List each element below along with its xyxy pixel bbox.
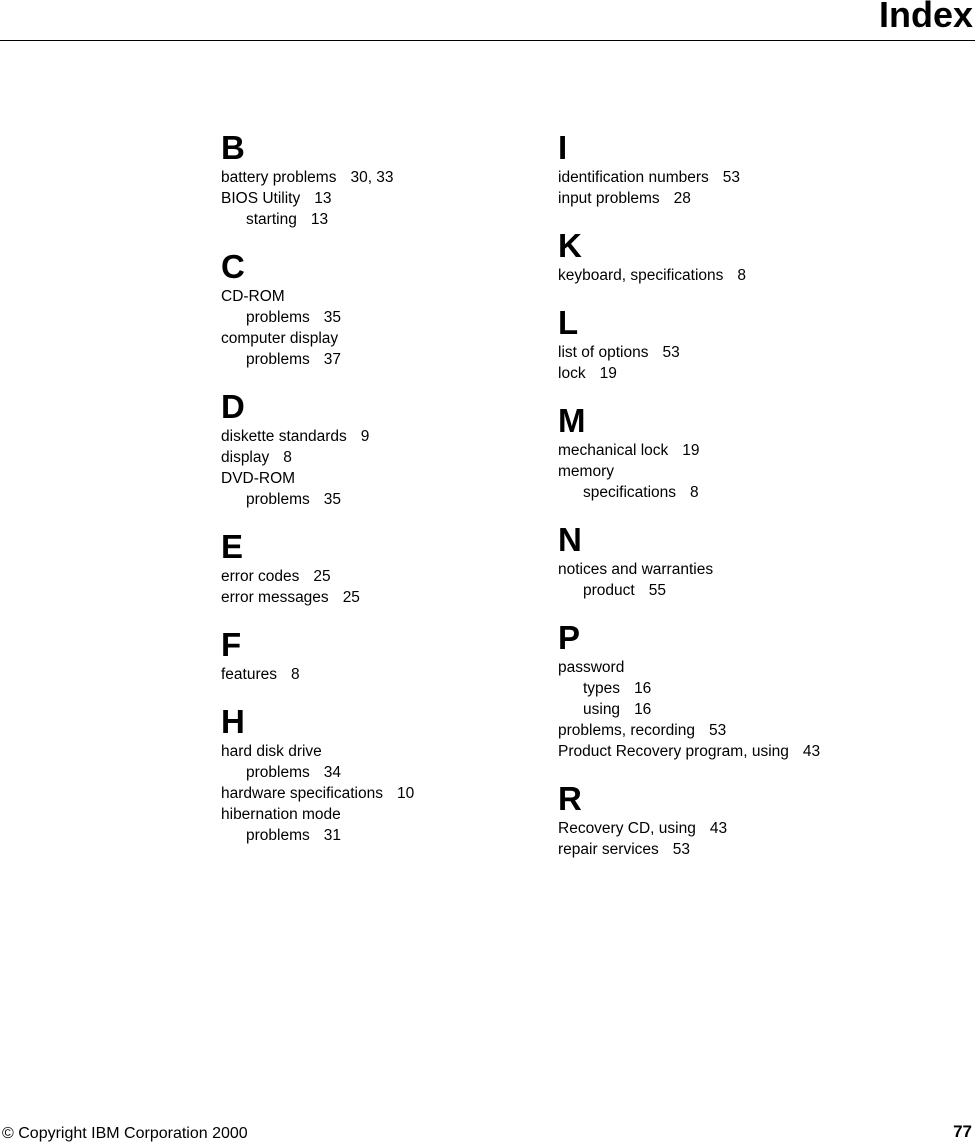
index-subentry xyxy=(221,349,581,370)
index-term: DVD-ROM xyxy=(221,470,296,487)
index-entry xyxy=(221,167,581,188)
index-entry xyxy=(558,741,918,762)
index-group-i xyxy=(558,128,918,209)
index-page-ref: 8 xyxy=(283,449,292,466)
index-page-ref: 13 xyxy=(310,211,329,228)
index-page-ref: 16 xyxy=(634,680,652,697)
index-entry xyxy=(221,566,581,587)
index-page-ref: 25 xyxy=(342,589,360,606)
index-subentry xyxy=(221,825,581,846)
index-letter-heading: L xyxy=(558,304,579,341)
index-term: CD-ROM xyxy=(221,288,285,305)
index-term: hard disk drive xyxy=(221,743,322,760)
index-page-ref: 55 xyxy=(648,582,666,599)
index-page-ref: 8 xyxy=(291,666,300,683)
index-page-ref: 53 xyxy=(662,344,680,361)
index-entry xyxy=(558,461,918,482)
index-term: hardware specifications xyxy=(221,785,383,802)
index-page-ref: 25 xyxy=(313,568,331,585)
index-letter-heading: I xyxy=(558,129,568,166)
index-letter-heading: K xyxy=(558,227,582,264)
index-subentry xyxy=(221,307,581,328)
index-letter-heading: P xyxy=(558,619,581,656)
index-group-e xyxy=(221,527,581,608)
index-subentry xyxy=(558,678,918,699)
index-group-f xyxy=(221,625,581,685)
index-term: using xyxy=(583,701,621,718)
index-subentry xyxy=(558,580,918,601)
index-term: password xyxy=(558,659,625,676)
index-letter-heading: C xyxy=(221,248,245,285)
index-entry xyxy=(558,559,918,580)
index-entry xyxy=(558,818,918,839)
index-term: diskette standards xyxy=(221,428,347,445)
index-letter-heading: H xyxy=(221,703,245,740)
index-entry xyxy=(221,804,581,825)
index-entry xyxy=(558,839,918,860)
index-page-ref: 10 xyxy=(396,785,415,802)
index-page-ref: 34 xyxy=(323,764,341,781)
index-term: memory xyxy=(558,463,614,480)
index-subentry xyxy=(558,482,918,503)
copyright-notice: © Copyright IBM Corporation 2000 xyxy=(2,1125,248,1142)
index-term: hibernation mode xyxy=(221,806,341,823)
index-letter-heading: M xyxy=(558,402,586,439)
index-term: features xyxy=(221,666,278,683)
index-page-ref: 8 xyxy=(737,267,747,284)
index-entry xyxy=(221,783,581,804)
index-term: BIOS Utility xyxy=(221,190,301,207)
index-group-h xyxy=(221,702,581,846)
index-term: types xyxy=(583,680,621,697)
index-page-ref: 53 xyxy=(672,841,691,858)
index-term: Recovery CD, using xyxy=(558,820,696,837)
index-subentry xyxy=(558,699,918,720)
index-page-ref: 37 xyxy=(323,351,341,368)
index-term: error codes xyxy=(221,568,300,585)
index-term: display xyxy=(221,449,270,466)
index-group-d xyxy=(221,387,581,510)
index-term: input problems xyxy=(558,190,660,207)
index-term: specifications xyxy=(583,484,677,501)
index-page-ref: 9 xyxy=(360,428,370,445)
index-entry xyxy=(558,167,918,188)
index-term: problems xyxy=(246,351,310,368)
index-entry xyxy=(558,440,918,461)
index-term: notices and warranties xyxy=(558,561,714,578)
index-letter-heading: E xyxy=(221,528,244,565)
index-group-p xyxy=(558,618,918,762)
index-letter-heading: B xyxy=(221,129,245,166)
index-page-ref: 30, 33 xyxy=(350,169,394,186)
index-term: computer display xyxy=(221,330,339,347)
index-entry xyxy=(221,426,581,447)
index-page-ref: 28 xyxy=(673,190,691,207)
index-page-ref: 35 xyxy=(323,309,341,326)
index-entry xyxy=(558,342,918,363)
index-term: problems xyxy=(246,827,310,844)
index-page-ref: 53 xyxy=(722,169,741,186)
index-term: lock xyxy=(558,365,586,382)
index-term: list of options xyxy=(558,344,649,361)
index-group-n xyxy=(558,520,918,601)
index-page-ref: 16 xyxy=(634,701,652,718)
index-entry xyxy=(221,468,581,489)
index-subentry xyxy=(221,762,581,783)
index-term: problems xyxy=(246,764,310,781)
index-page-ref: 19 xyxy=(682,442,700,459)
index-entry xyxy=(558,657,918,678)
index-page-ref: 43 xyxy=(802,743,821,760)
index-entry xyxy=(221,664,581,685)
index-page-ref: 35 xyxy=(323,491,341,508)
index-page-ref: 13 xyxy=(314,190,332,207)
index-entry xyxy=(558,720,918,741)
index-term: identification numbers xyxy=(558,169,709,186)
index-letter-heading: N xyxy=(558,521,582,558)
index-entry xyxy=(221,188,581,209)
page-title: Index xyxy=(878,0,973,35)
index-entry xyxy=(558,363,918,384)
index-entry xyxy=(558,265,918,286)
index-entry xyxy=(221,447,581,468)
index-page-ref: 43 xyxy=(709,820,728,837)
index-term: Product Recovery program, using xyxy=(558,743,789,760)
index-entry xyxy=(558,188,918,209)
index-group-r xyxy=(558,779,918,860)
index-group-m xyxy=(558,401,918,503)
index-group-c xyxy=(221,247,581,370)
index-term: mechanical lock xyxy=(558,442,669,459)
index-column-left xyxy=(221,128,581,863)
index-entry xyxy=(221,741,581,762)
index-page-ref: 31 xyxy=(323,827,341,844)
header-rule xyxy=(0,40,975,41)
index-term: problems xyxy=(246,309,310,326)
index-term: error messages xyxy=(221,589,329,606)
index-page-ref: 19 xyxy=(599,365,617,382)
index-letter-heading: R xyxy=(558,780,582,817)
page-number: 77 xyxy=(953,1122,972,1141)
index-page-ref: 8 xyxy=(690,484,699,501)
index-term: problems xyxy=(246,491,310,508)
index-entry xyxy=(221,587,581,608)
index-column-right xyxy=(558,128,918,877)
index-entry xyxy=(221,286,581,307)
index-term: product xyxy=(583,582,635,599)
index-term: keyboard, specifications xyxy=(558,267,724,284)
index-group-k xyxy=(558,226,918,286)
index-subentry xyxy=(221,489,581,510)
index-letter-heading: D xyxy=(221,388,245,425)
index-term: battery problems xyxy=(221,169,337,186)
index-entry xyxy=(221,328,581,349)
index-term: repair services xyxy=(558,841,659,858)
index-page-ref: 53 xyxy=(708,722,727,739)
index-group-l xyxy=(558,303,918,384)
index-group-b xyxy=(221,128,581,230)
index-term: starting xyxy=(246,211,297,228)
index-term: problems, recording xyxy=(558,722,695,739)
index-subentry xyxy=(221,209,581,230)
index-letter-heading: F xyxy=(221,626,242,663)
